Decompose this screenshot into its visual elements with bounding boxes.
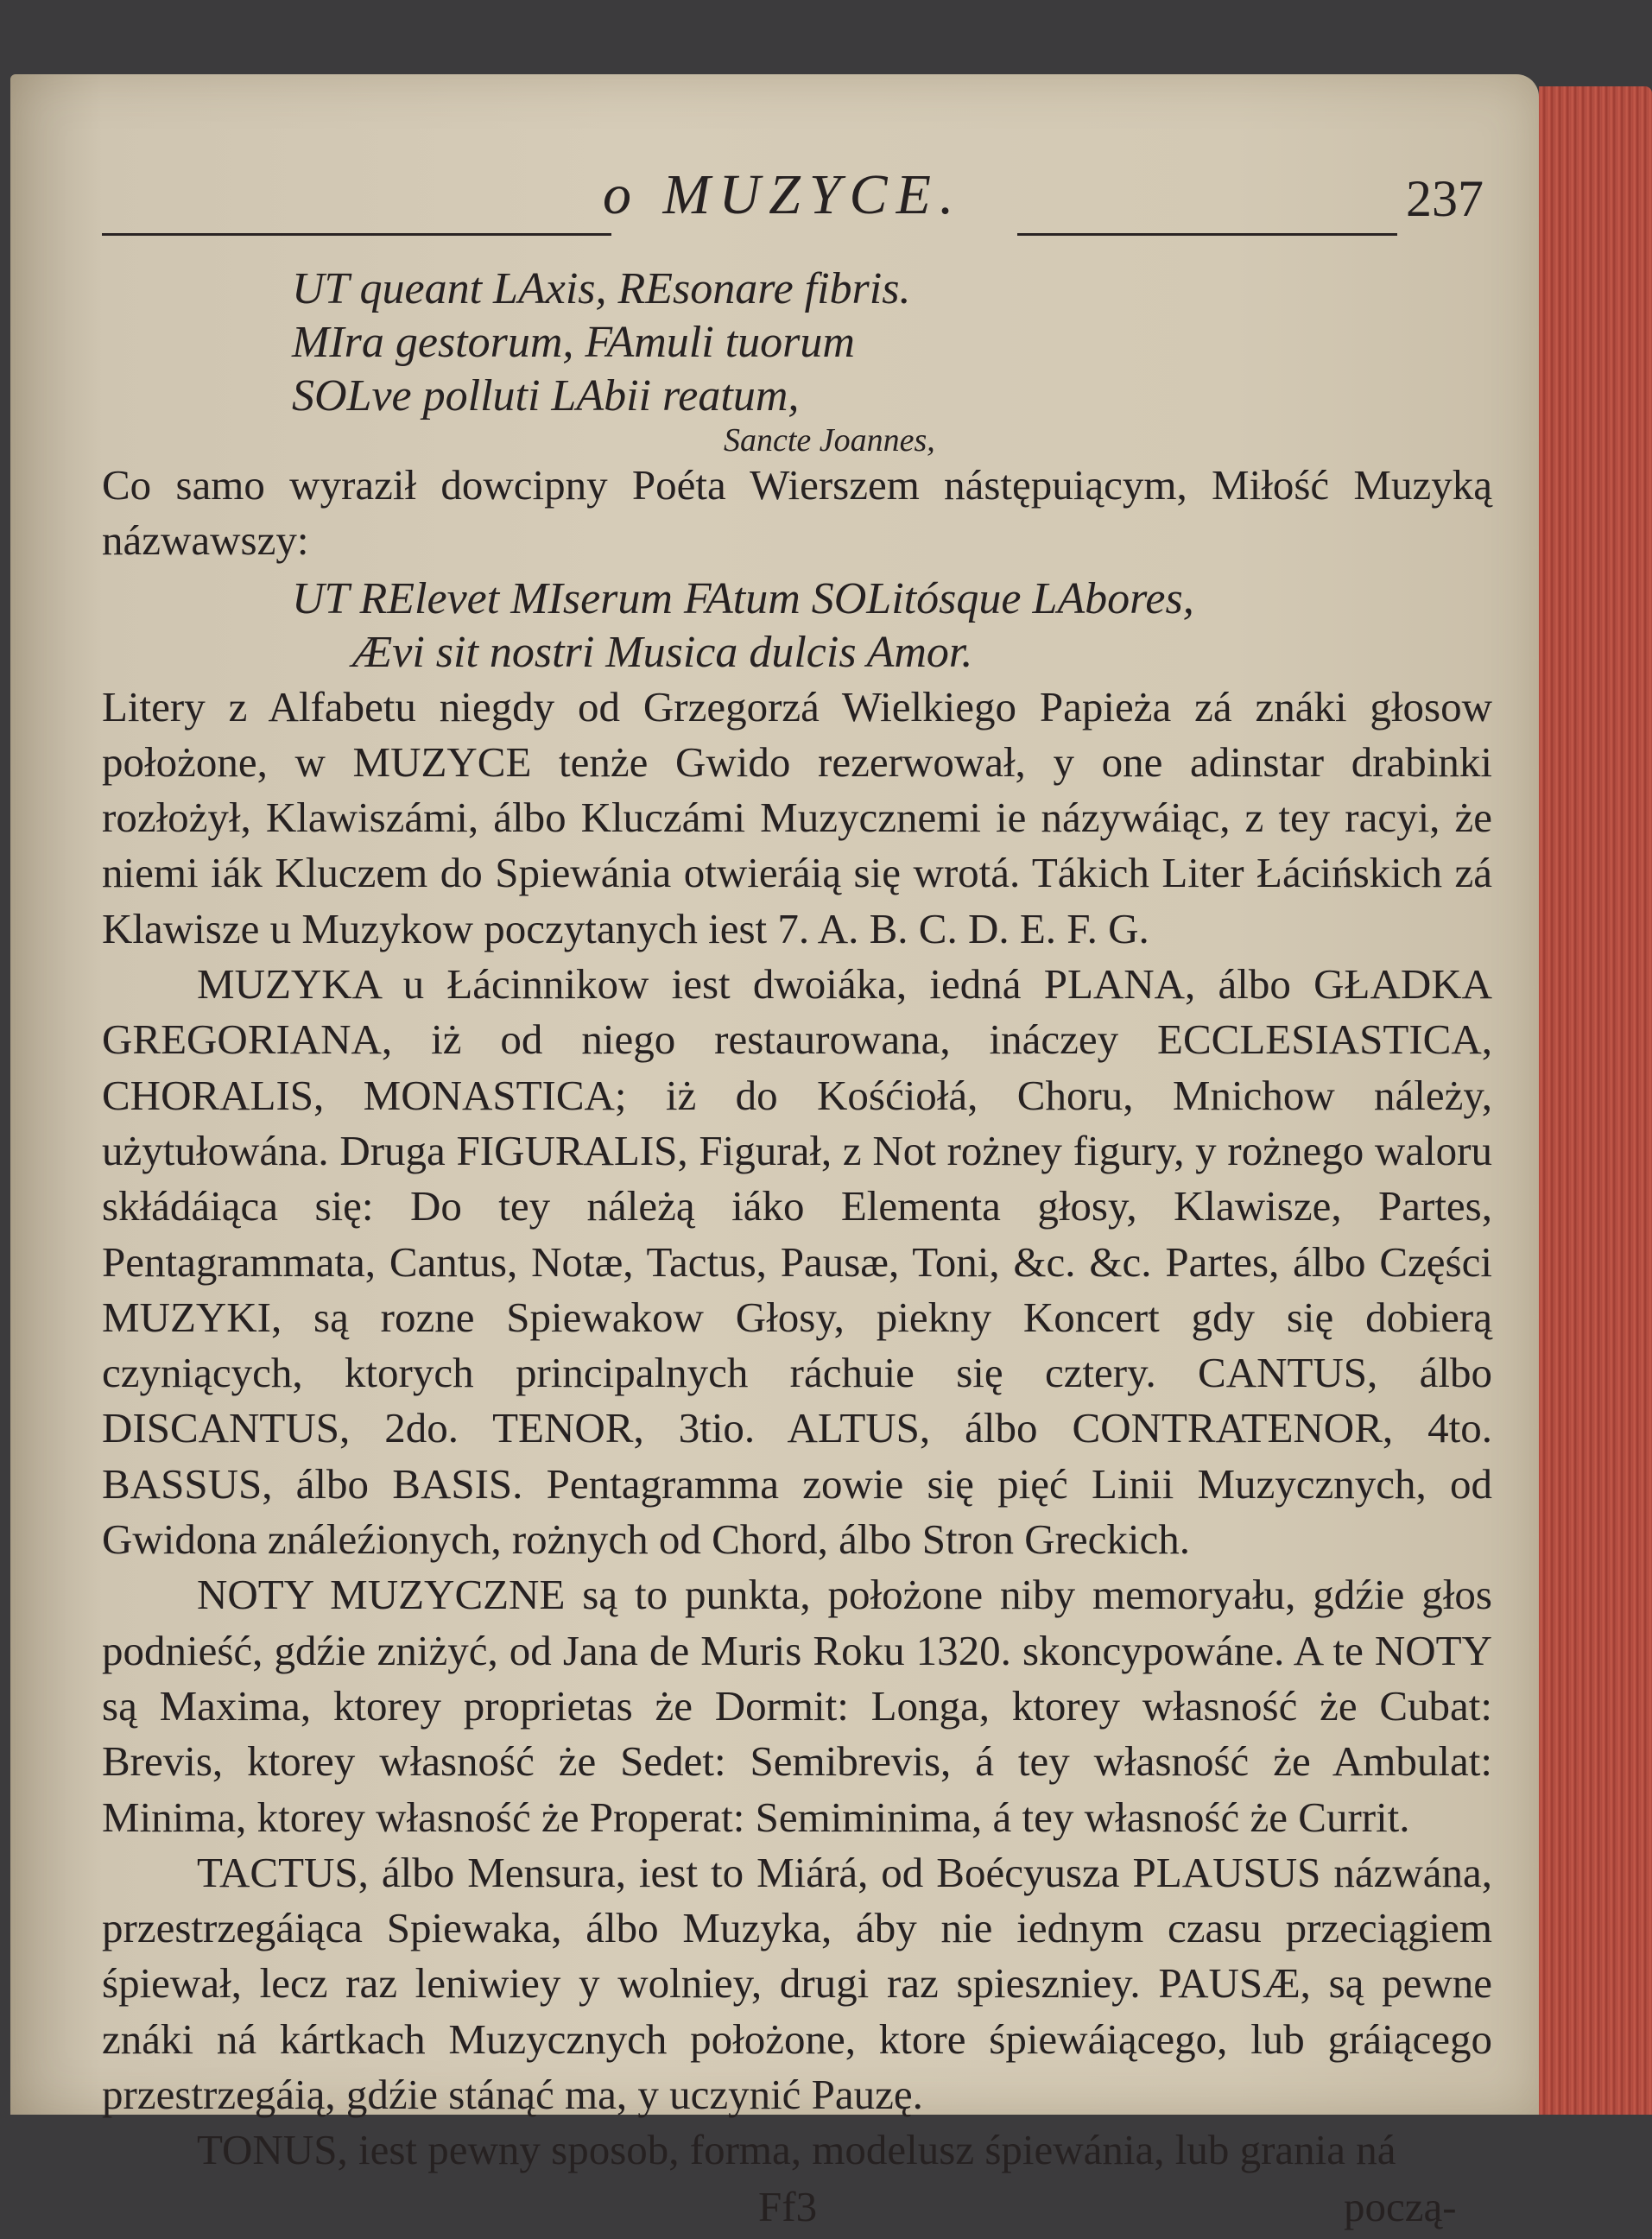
hymn-attribution: Sancte Joannes,: [724, 422, 935, 459]
page-footer: [102, 2179, 1492, 2239]
couplet-line-2: Ævi sit nostri Musica dulcis Amor.: [352, 627, 973, 677]
header-rule-left: [102, 233, 611, 236]
paragraph-letters: Litery z Alfabetu niegdy od Grzegorzá Wielkiego Papieża zá znáki głosow położone, w MUZYCE tenże Gwido rezerwował, y one adinstar drabinki rozłożył, Klawiszámi, álbo Kluczámi Muzycznemi ie názywáiąc, z tey racyi, że niemi iák Kluczem do Spiewánia otwieráią się wrotá. Tákich Liter Łácińskich zá Klawisze u Muzykow poczytanych iest 7. A. B. C. D. E. F. G.: [102, 682, 1492, 952]
header-rule-right: [1017, 233, 1397, 236]
page-number: 237: [1406, 170, 1484, 227]
paragraph-tonus: TONUS, iest pewny sposob, forma, modelusz śpiewánia, lub grania ná: [197, 2126, 1396, 2174]
couplet-line-1: UT RElevet MIserum FAtum SOLitósque LAbores,: [292, 573, 1194, 623]
page-block-edge: [1539, 86, 1652, 2115]
paragraph-muzyka: MUZYKA u Łácinnikow iest dwoiáka, iedná PLANA, álbo GŁADKA GREGORIANA, iż od niego restaurowana, ináczey ECCLESIASTICA, CHORALIS, MONASTICA; iż do Kośćiołá, Choru, Mnichow náleży, użytułowána. Druga FIGURALIS, Figurał, z Not rożney figury, y rożnego waloru skłádáiąca się: Do tey náleżą iáko Elementa głosy, Klawisze, Partes, Pentagrammata, Cantus, Notæ, Tactus, Pausæ, Toni, &c. &c. Partes, álbo Części MUZYKI, są rozne Spiewakow Głosy, piekny Koncert gdy się dobierą czyniących, ktorych principalnych ráchuie się cztery. CANTUS, álbo DISCANTUS, 2do. TENOR, 3tio. ALTUS, álbo CONTRATENOR, 4to. BASSUS, álbo BASIS. Pentagramma zowie się pięć Linii Muzycznych, od Gwidona ználeźionych, rożnych od Chord, álbo Stron Greckich.: [102, 960, 1492, 1564]
intro-paragraph: Co samo wyraził dowcipny Poéta Wierszem nástępuiącym, Miłość Muzyką názwawszy:: [102, 461, 1492, 565]
hymn-line-3: SOLve polluti LAbii reatum,: [292, 371, 800, 421]
signature-mark: Ff3: [758, 2182, 818, 2230]
page-content: [102, 147, 1492, 2239]
paragraph-tactus: TACTUS, álbo Mensura, iest to Miárá, od Boécyusza PLAUSUS názwána, przestrzegáiąca Spiewaka, álbo Muzyka, áby nie iednym czasu przeciągiem śpiewał, lecz raz leniwiey y wolniey, drugi raz spieszniey. PAUSÆ, są pewne znáki ná kártkach Muzycznych położone, ktore śpiewáiącego, lub gráiącego przestrzegáią, gdźie stánąć ma, y uczynić Pauzę.: [102, 1848, 1492, 2119]
hymn-line-1: UT queant LAxis, REsonare fibris.: [292, 264, 911, 313]
paragraph-noty: NOTY MUZYCZNE są to punkta, położone niby memoryału, gdźie głos podnieść, gdźie zniżyć, od Jana de Muris Roku 1320. skoncypowáne. A te NOTY są Maxima, ktorey proprietas że Dormit: Longa, ktorey własność że Cubat: Brevis, ktorey własność że Sedet: Semibrevis, á tey własność że Ambulat: Minima, ktorey własność że Properat: Semiminima, á tey własność że Currit.: [102, 1571, 1492, 1841]
running-title: o MUZYCE.: [603, 163, 963, 226]
running-header: [102, 147, 1492, 250]
hymn-line-2: MIra gestorum, FAmuli tuorum: [292, 318, 855, 367]
catchword: począ-: [1344, 2182, 1457, 2230]
